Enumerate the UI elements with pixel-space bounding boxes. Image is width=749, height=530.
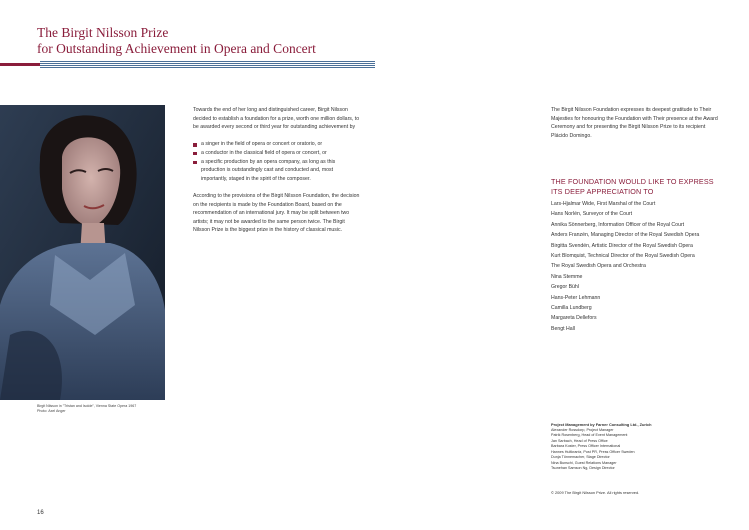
- page-number: 16: [37, 510, 44, 516]
- list-item: The Royal Swedish Opera and Orchestra: [551, 263, 646, 270]
- list-item: Hans-Peter Lehmann: [551, 294, 601, 301]
- gratitude-paragraph: The Birgit Nilsson Foundation expresses its deepest gratitude to Their Majesties for honouring the Foundation with Their presence at the Award Ceremony and for presenting the Birgit Nilsson Prize to its recipient Plácido Domingo.: [551, 107, 718, 139]
- list-item: Hans Norlén, Surveyor of the Court: [551, 211, 633, 218]
- page-title: [37, 25, 316, 57]
- appreciation-list: [551, 199, 699, 334]
- list-item: Bengt Hall: [551, 325, 575, 332]
- list-item: Jan Sarbach, Head of Press Office: [551, 438, 608, 443]
- list-item: Tsunehan Samson Ng, Design Director: [551, 466, 615, 470]
- list-item: Margareta Dellefors: [551, 315, 597, 322]
- intro-paragraph-2: According to the provisions of the Birgit Nilsson Foundation, the decision on the recipients is made by the Foundation Board, based on the recommendation of an international jury. It may be split between two artists; it may not be awarded to the same person twice. The Birgit Nilsson Prize is the biggest prize in the history of classical music.: [193, 192, 360, 234]
- credits-list: [551, 428, 652, 472]
- list-item: a conductor in the classical field of opera or concert, or: [193, 149, 360, 158]
- caption-line-1: Birgit Nilsson in "Tristan and Isolde", Vienna State Opera 1967: [37, 404, 137, 408]
- list-item: a specific production by an opera company, as long as this production is outstandingly cast and conducted and, most importantly, staged in the spirit of the composer.: [193, 158, 360, 184]
- title-rule-red: [0, 63, 40, 66]
- credits-heading: Project Management by Farner Consulting Ltd., Zurich: [551, 422, 652, 427]
- portrait-photo: [0, 105, 165, 400]
- bullet-square-icon: [193, 161, 197, 165]
- intro-paragraph-1: Towards the end of her long and distinguished career, Birgit Nilsson decided to establish a foundation for a prize, worth one million dollars, to be awarded every second or third year for outstanding achievement by: [193, 107, 360, 131]
- intro-column: [193, 106, 360, 244]
- credits-block: [551, 422, 652, 472]
- list-item: Gregor Bühl: [551, 284, 579, 291]
- photo-caption: [37, 404, 136, 414]
- list-item: Hannes Hultkrantz, Post PR, Press Officer Sweden: [551, 449, 635, 454]
- copyright-notice: © 2009 The Birgit Nilsson Prize. All rights reserved.: [551, 490, 640, 495]
- list-item: Anders Franzén, Managing Director of the Royal Swedish Opera: [551, 232, 700, 239]
- list-item: Birgitta Svendén, Artistic Director of the Royal Swedish Opera: [551, 242, 693, 249]
- list-item: Lars-Hjalmar Wide, First Marshal of the Court: [551, 201, 656, 207]
- list-item: Barbara Koster, Press Officer International: [551, 444, 621, 448]
- list-item: a singer in the field of opera or concert or oratorio, or: [193, 140, 360, 149]
- list-item: Nina Stemme: [551, 273, 583, 280]
- title-rule-blue: [40, 61, 375, 68]
- appreciation-heading: THE FOUNDATION WOULD LIKE TO EXPRESS ITS DEEP APPRECIATION TO: [551, 177, 714, 196]
- title-line-1: The Birgit Nilsson Prize: [37, 25, 169, 40]
- caption-line-2: Photo: Axel Anger: [37, 409, 66, 413]
- criteria-list: [193, 140, 360, 183]
- title-line-2: for Outstanding Achievement in Opera and Concert: [37, 41, 316, 56]
- bullet-square-icon: [193, 143, 197, 147]
- list-item: Annika Sönnerberg, Information Officer of the Royal Court: [551, 221, 685, 228]
- list-item: Kurt Blomquist, Technical Director of the Royal Swedish Opera: [551, 253, 695, 260]
- list-item: Alexander Rossdorp, Project Manager: [551, 427, 614, 432]
- list-item: Dunja Tönnemacher, Stage Director: [551, 455, 610, 459]
- list-item: Nina Bunschi, Guest Relations Manager: [551, 460, 617, 465]
- list-item: Camilla Lundberg: [551, 305, 592, 312]
- bullet-square-icon: [193, 152, 197, 156]
- list-item: Patrik Rosenberg, Head of Event Management: [551, 433, 628, 437]
